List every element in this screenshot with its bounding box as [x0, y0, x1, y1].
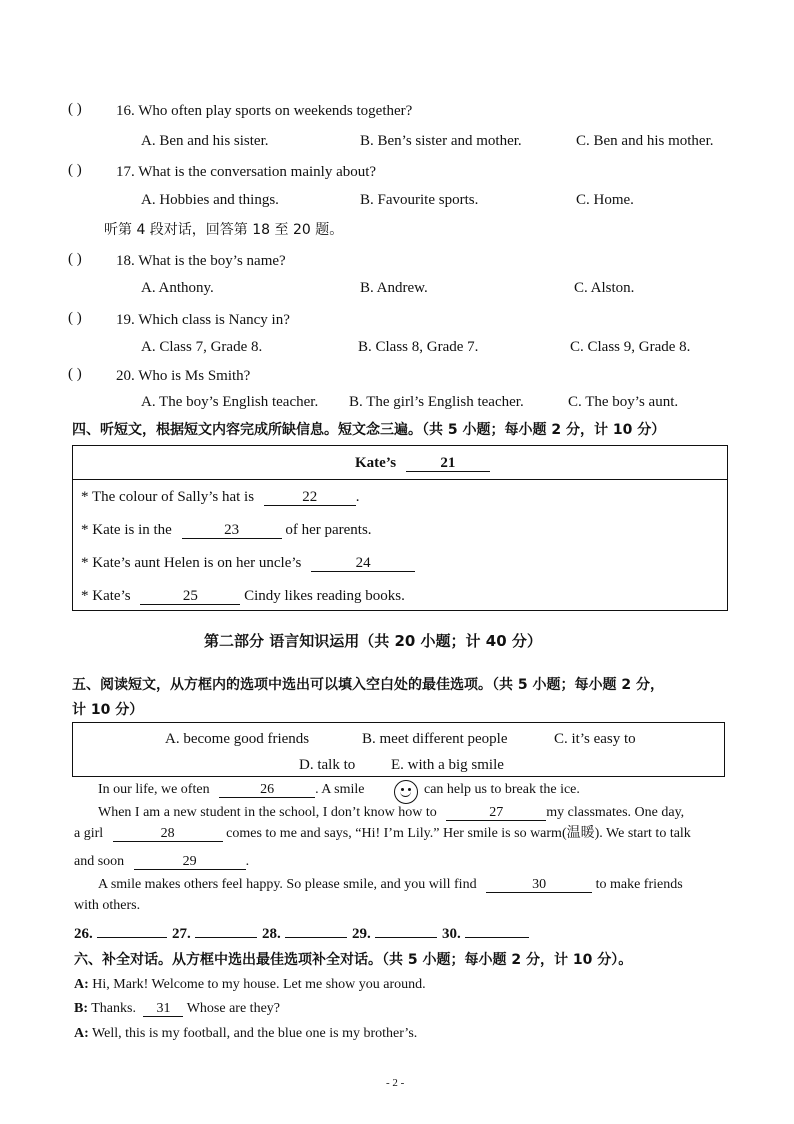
dialogue-text: Whose are they? — [186, 1001, 281, 1016]
passage-text: . — [245, 854, 250, 869]
answer-label: 29. — [352, 926, 371, 942]
answer-paren: ( ) — [68, 162, 82, 178]
answer-blank[interactable] — [97, 937, 167, 938]
row-text: * The colour of Sally’s hat is — [81, 489, 255, 505]
instruction-part4: 听第 4 段对话，回答第 18 至 20 题。 — [104, 222, 344, 238]
passage-text: and soon — [74, 854, 125, 869]
answer-26 — [74, 925, 167, 943]
blank-28: 28 — [113, 826, 223, 842]
passage-line-3 — [74, 825, 691, 843]
table-row-23 — [81, 521, 372, 539]
page-number: - 2 - — [386, 1077, 405, 1089]
blank-23: 23 — [182, 523, 282, 539]
passage-line-1b: can help us to break the ice. — [424, 782, 580, 797]
dialogue-text: Thanks. — [91, 1001, 136, 1016]
answer-label: 28. — [262, 926, 281, 942]
dialogue-line-3 — [74, 1025, 417, 1043]
passage-line-2 — [98, 804, 684, 822]
table-row-25 — [81, 587, 405, 605]
answer-28 — [262, 925, 347, 943]
section6-heading: 六、补全对话。从方框中选出最佳选项补全对话。（共 5 小题；每小题 2 分，计 10 分）。 — [74, 952, 633, 968]
speaker-label: A: — [74, 977, 89, 992]
blank-31: 31 — [143, 1001, 183, 1017]
option-e: E. with a big smile — [391, 757, 504, 773]
speaker-label: B: — [74, 1001, 88, 1016]
blank-26: 26 — [219, 782, 315, 798]
row-text: * Kate’s aunt Helen is on her uncle’s — [81, 555, 302, 571]
section4-table — [72, 445, 728, 611]
answer-27 — [172, 925, 257, 943]
answer-blank[interactable] — [465, 937, 529, 938]
dialogue-line-1 — [74, 976, 426, 994]
passage-line-5 — [98, 876, 683, 894]
answer-label: 27. — [172, 926, 191, 942]
passage-line-4 — [74, 853, 249, 871]
passage-text: to make friends — [595, 877, 683, 892]
answer-blank[interactable] — [195, 937, 257, 938]
option-c: C. Ben and his mother. — [576, 133, 714, 149]
blank-29: 29 — [134, 854, 246, 870]
answer-blank[interactable] — [375, 937, 437, 938]
passage-text: my classmates. One day, — [546, 805, 685, 820]
section4-heading: 四、听短文，根据短文内容完成所缺信息。短文念三遍。（共 5 小题；每小题 2 分，计 10 分） — [72, 422, 666, 438]
table-title — [355, 454, 490, 472]
option-a: A. Ben and his sister. — [141, 133, 269, 149]
option-b: B. The girl’s English teacher. — [349, 394, 524, 410]
blank-24: 24 — [311, 556, 415, 572]
passage-text: comes to me and says, “Hi! I’m Lily.” Her smile is so warm(温暖). We start to talk — [226, 826, 691, 841]
blank-27: 27 — [446, 805, 546, 821]
table-row-22 — [81, 488, 360, 506]
dialogue-line-2 — [74, 1000, 280, 1018]
passage-line-6: with others. — [74, 898, 141, 913]
table-divider — [73, 479, 727, 480]
option-b: B. Andrew. — [360, 280, 428, 296]
blank-30: 30 — [486, 877, 592, 893]
section5-heading-line2: 计 10 分） — [72, 702, 144, 718]
option-a: A. Class 7, Grade 8. — [141, 339, 263, 355]
option-a: A. The boy’s English teacher. — [141, 394, 319, 410]
answer-label: 26. — [74, 926, 93, 942]
section5-heading-line1: 五、阅读短文，从方框内的选项中选出可以填入空白处的最佳选项。（共 5 小题；每小题 2 分， — [72, 677, 664, 693]
answer-paren: ( ) — [68, 101, 82, 117]
row-text: * Kate’s — [81, 588, 131, 604]
question-text: 16. Who often play sports on weekends together? — [116, 103, 413, 119]
option-a: A. Anthony. — [141, 280, 214, 296]
speaker-label: A: — [74, 1026, 89, 1041]
option-b: B. Ben’s sister and mother. — [360, 133, 522, 149]
question-text: 17. What is the conversation mainly about? — [116, 164, 377, 180]
passage-text: When I am a new student in the school, I don’t know how to — [98, 805, 437, 820]
blank-22: 22 — [264, 490, 356, 506]
passage-text: . A smile — [315, 782, 365, 797]
option-c: C. Alston. — [574, 280, 635, 296]
row-text-post: of her parents. — [285, 522, 372, 538]
option-c: C. Home. — [576, 192, 634, 208]
smiley-mouth — [400, 790, 411, 797]
passage-text: A smile makes others feel happy. So please smile, and you will find — [98, 877, 477, 892]
row-text-post: . — [355, 489, 360, 505]
option-c: C. The boy’s aunt. — [568, 394, 679, 410]
part2-title: 第二部分 语言知识运用（共 20 小题；计 40 分） — [204, 632, 542, 650]
row-text: * Kate is in the — [81, 522, 172, 538]
option-c: C. it’s easy to — [554, 731, 636, 747]
dialogue-text: Hi, Mark! Welcome to my house. Let me show you around. — [92, 977, 426, 992]
answer-paren: ( ) — [68, 251, 82, 267]
blank-21: 21 — [406, 456, 490, 472]
dialogue-text: Well, this is my football, and the blue one is my brother’s. — [92, 1026, 418, 1041]
passage-line-1 — [98, 781, 364, 799]
question-text: 20. Who is Ms Smith? — [116, 368, 251, 384]
question-text: 19. Which class is Nancy in? — [116, 312, 290, 328]
answer-paren: ( ) — [68, 310, 82, 326]
passage-text: a girl — [74, 826, 104, 841]
option-b: B. meet different people — [362, 731, 508, 747]
answer-30 — [442, 925, 529, 943]
answer-29 — [352, 925, 437, 943]
option-a: A. become good friends — [165, 731, 310, 747]
option-d: D. talk to — [299, 757, 356, 773]
answer-blank[interactable] — [285, 937, 347, 938]
option-a: A. Hobbies and things. — [141, 192, 279, 208]
blank-25: 25 — [140, 589, 240, 605]
section5-options-box — [72, 722, 725, 777]
row-text-post: Cindy likes reading books. — [244, 588, 405, 604]
option-b: B. Class 8, Grade 7. — [358, 339, 479, 355]
option-c: C. Class 9, Grade 8. — [570, 339, 691, 355]
option-b: B. Favourite sports. — [360, 192, 479, 208]
question-text: 18. What is the boy’s name? — [116, 253, 286, 269]
answer-paren: ( ) — [68, 366, 82, 382]
table-row-24 — [81, 554, 415, 572]
passage-text: In our life, we often — [98, 782, 210, 797]
smiley-face-icon — [394, 780, 418, 804]
table-title-text: Kate’s — [355, 455, 397, 471]
answer-label: 30. — [442, 926, 461, 942]
